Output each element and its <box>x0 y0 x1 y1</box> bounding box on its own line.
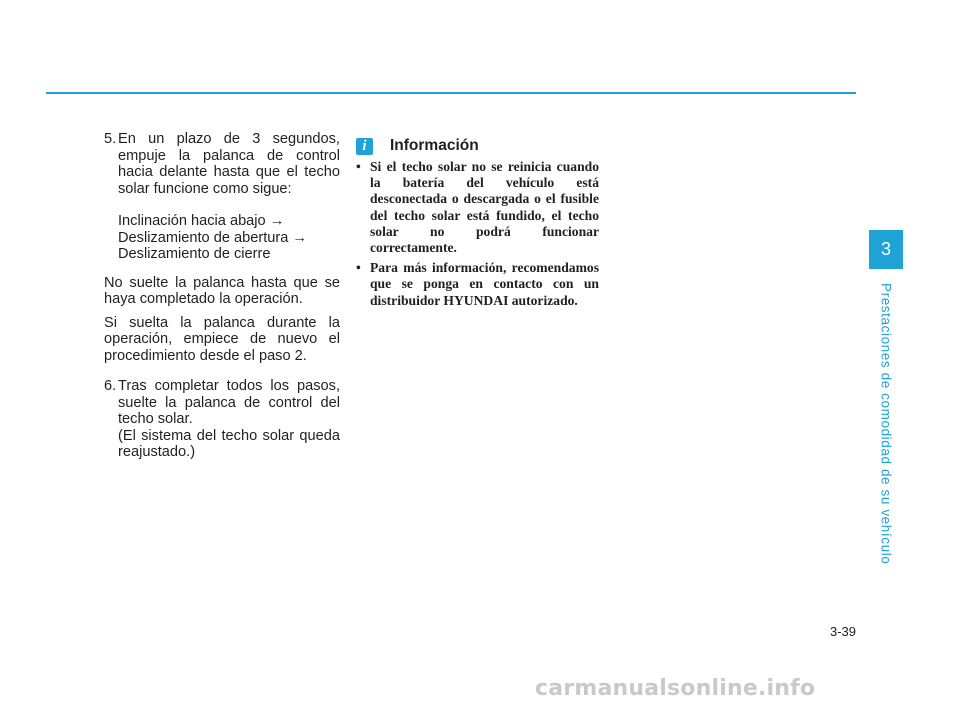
info-icon: i <box>356 138 373 155</box>
step-number: 5. <box>104 131 117 147</box>
note-paragraph: No suelte la palanca hasta que se haya completado la operación. <box>104 274 340 307</box>
info-bullets <box>356 159 599 309</box>
info-bullet <box>356 260 599 309</box>
step-5 <box>104 131 340 197</box>
step-text-main: Tras completar todos los pasos, suelte la palanca de control del techo solar. <box>118 378 340 427</box>
sequence-item: Inclinación hacia abajo → <box>118 213 285 229</box>
step-text <box>118 378 340 461</box>
page-number: 3-39 <box>829 624 856 639</box>
sequence-item: Deslizamiento de cierre <box>118 246 271 262</box>
sequence-item: Deslizamiento de abertura → <box>118 229 307 246</box>
bullet-dot: • <box>356 159 361 174</box>
note-paragraph: Si suelta la palanca durante la operación, empiece de nuevo el procedimiento desde el paso 2. <box>104 314 340 364</box>
watermark: carmanualsonline.info <box>535 676 816 701</box>
bullet-text: Si el techo solar no se reinicia cuando la batería del vehículo está desconectada o descargada o el fusible del techo solar está fundido, el techo solar no podrá funcionar correctamente. <box>370 159 599 256</box>
step-number: 6. <box>104 378 117 394</box>
info-box <box>356 136 599 309</box>
header-rule <box>46 92 856 94</box>
procedure-column <box>104 131 340 461</box>
info-header <box>356 136 599 156</box>
step-text: En un plazo de 3 segundos, empuje la palanca de control hacia delante hasta que el techo solar funcione como sigue: <box>118 131 340 197</box>
chapter-title: Prestaciones de comodidad de su vehículo <box>878 283 894 565</box>
bullet-text: Para más información, recomendamos que se ponga en contacto con un distribuidor HYUNDAI autorizado. <box>370 260 599 308</box>
step-6 <box>104 378 340 461</box>
movement-sequence <box>118 213 340 263</box>
bullet-dot: • <box>356 260 361 276</box>
info-title: Información <box>390 137 479 154</box>
info-bullet <box>356 159 599 256</box>
chapter-tab: 3 <box>869 230 903 269</box>
step-text-note: (El sistema del techo solar queda reajustado.) <box>118 427 340 460</box>
